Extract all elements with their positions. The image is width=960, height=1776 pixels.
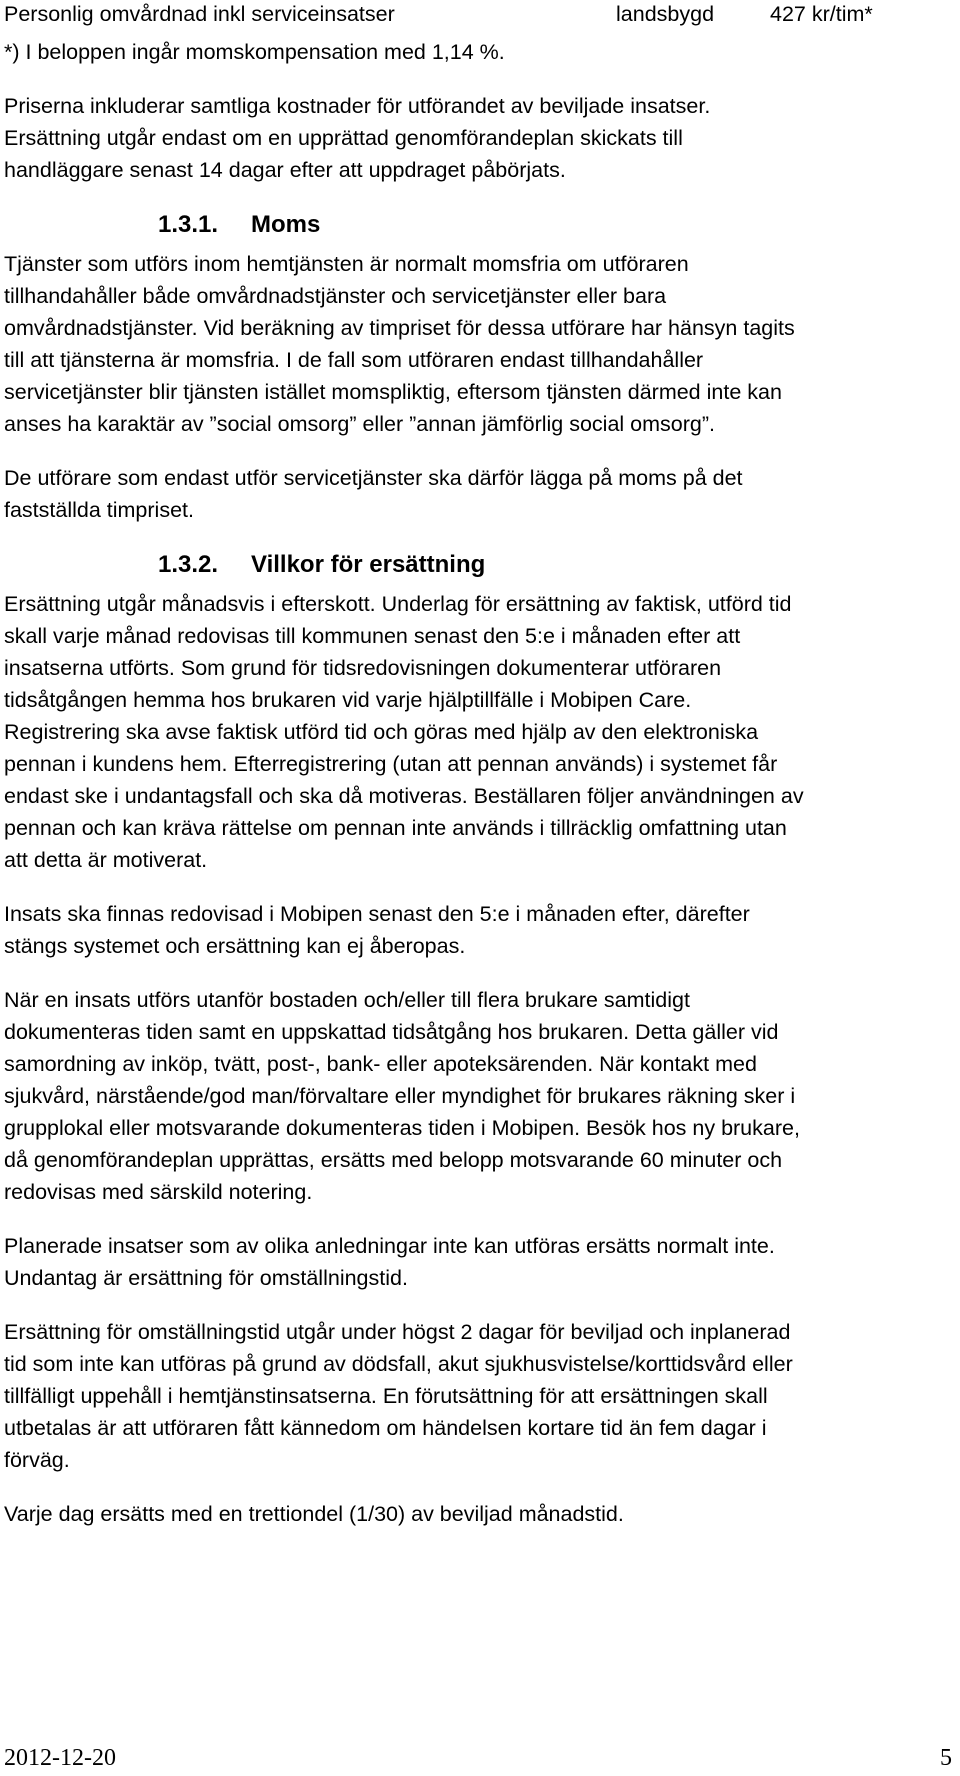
villkor-line: tid som inte kan utföras på grund av dödsfall, akut sjukhusvistelse/korttidsvård eller xyxy=(4,1352,793,1376)
rate-price: 427 kr/tim* xyxy=(770,2,873,26)
villkor-line: grupplokal eller motsvarande dokumenteras tiden i Mobipen. Besök hos ny brukare, xyxy=(4,1116,800,1140)
rate-row xyxy=(4,2,904,28)
villkor-line: stängs systemet och ersättning kan ej åberopas. xyxy=(4,934,466,958)
moms-line: tillhandahåller både omvårdnadstjänster och servicetjänster eller bara xyxy=(4,284,667,308)
villkor-line: pennan och kan kräva rättelse om pennan inte används i tillräcklig omfattning utan xyxy=(4,816,787,840)
intro-line: Ersättning utgår endast om en upprättad genomförandeplan skickats till xyxy=(4,126,683,150)
page-number: 5 xyxy=(940,1745,952,1771)
moms-line: anses ha karaktär av ”social omsorg” eller ”annan jämförlig social omsorg”. xyxy=(4,412,715,436)
villkor-line: Ersättning för omställningstid utgår under högst 2 dagar för beviljad och inplanerad xyxy=(4,1320,791,1344)
section-title: Villkor för ersättning xyxy=(251,551,486,578)
villkor-line: dokumenteras tiden samt en uppskattad tidsåtgång hos brukaren. Detta gäller vid xyxy=(4,1020,779,1044)
moms-line: till att tjänsterna är momsfria. I de fall som utföraren endast tillhandahåller xyxy=(4,348,704,372)
moms-line: Tjänster som utförs inom hemtjänsten är normalt momsfria om utföraren xyxy=(4,252,689,276)
villkor-line: Insats ska finnas redovisad i Mobipen senast den 5:e i månaden efter, därefter xyxy=(4,902,750,926)
villkor-line: skall varje månad redovisas till kommunen senast den 5:e i månaden efter att xyxy=(4,624,741,648)
moms-line: De utförare som endast utför servicetjänster ska därför lägga på moms på det xyxy=(4,466,743,490)
moms-line: servicetjänster blir tjänsten istället momspliktig, eftersom tjänsten därmed inte kan xyxy=(4,380,782,404)
villkor-line: samordning av inköp, tvätt, post-, bank- eller apoteksärenden. När kontakt med xyxy=(4,1052,757,1076)
villkor-line: redovisas med särskild notering. xyxy=(4,1180,313,1204)
moms-line: omvårdnadstjänster. Vid beräkning av timpriset för dessa utförare har hänsyn tagits xyxy=(4,316,795,340)
section-title: Moms xyxy=(251,211,321,238)
section-heading-villkor xyxy=(158,551,658,581)
villkor-line: Varje dag ersätts med en trettiondel (1/30) av beviljad månadstid. xyxy=(4,1502,624,1526)
moms-line: fastställda timpriset. xyxy=(4,498,194,522)
villkor-line: Ersättning utgår månadsvis i efterskott. Underlag för ersättning av faktisk, utförd tid xyxy=(4,592,792,616)
section-number: 1.3.2. xyxy=(158,551,219,578)
rate-service: Personlig omvårdnad inkl serviceinsatser xyxy=(4,2,395,26)
villkor-line: Planerade insatser som av olika anledningar inte kan utföras ersätts normalt inte. xyxy=(4,1234,775,1258)
section-heading-moms xyxy=(158,211,558,241)
villkor-line: att detta är motiverat. xyxy=(4,848,208,872)
villkor-line: insatserna utförts. Som grund för tidsredovisningen dokumenterar utföraren xyxy=(4,656,722,680)
villkor-line: tillfälligt uppehåll i hemtjänstinsatserna. En förutsättning för att ersättningen skall xyxy=(4,1384,768,1408)
villkor-line: förväg. xyxy=(4,1448,70,1472)
villkor-line: När en insats utförs utanför bostaden och/eller till flera brukare samtidigt xyxy=(4,988,690,1012)
intro-line: Priserna inkluderar samtliga kostnader för utförandet av beviljade insatser. xyxy=(4,94,711,118)
villkor-line: sjukvård, närstående/god man/förvaltare eller myndighet för brukares räkning sker i xyxy=(4,1084,796,1108)
villkor-line: tidsåtgången hemma hos brukaren vid varje hjälptillfälle i Mobipen Care. xyxy=(4,688,692,712)
villkor-line: endast ske i undantagsfall och ska då motiveras. Beställaren följer användningen av xyxy=(4,784,804,808)
footer-date: 2012-12-20 xyxy=(4,1745,116,1771)
villkor-line: Registrering ska avse faktisk utförd tid och göras med hjälp av den elektroniska xyxy=(4,720,759,744)
momskompensation-note: *) I beloppen ingår momskompensation med 1,14 %. xyxy=(4,40,505,64)
intro-line: handläggare senast 14 dagar efter att uppdraget påbörjats. xyxy=(4,158,566,182)
rate-area: landsbygd xyxy=(616,2,715,26)
section-number: 1.3.1. xyxy=(158,211,219,238)
villkor-line: pennan i kundens hem. Efterregistrering (utan att pennan används) i systemet får xyxy=(4,752,778,776)
villkor-line: Undantag är ersättning för omställningstid. xyxy=(4,1266,408,1290)
villkor-line: utbetalas är att utföraren fått kännedom om händelsen kortare tid än fem dagar i xyxy=(4,1416,767,1440)
villkor-line: då genomförandeplan upprättas, ersätts med belopp motsvarande 60 minuter och xyxy=(4,1148,783,1172)
